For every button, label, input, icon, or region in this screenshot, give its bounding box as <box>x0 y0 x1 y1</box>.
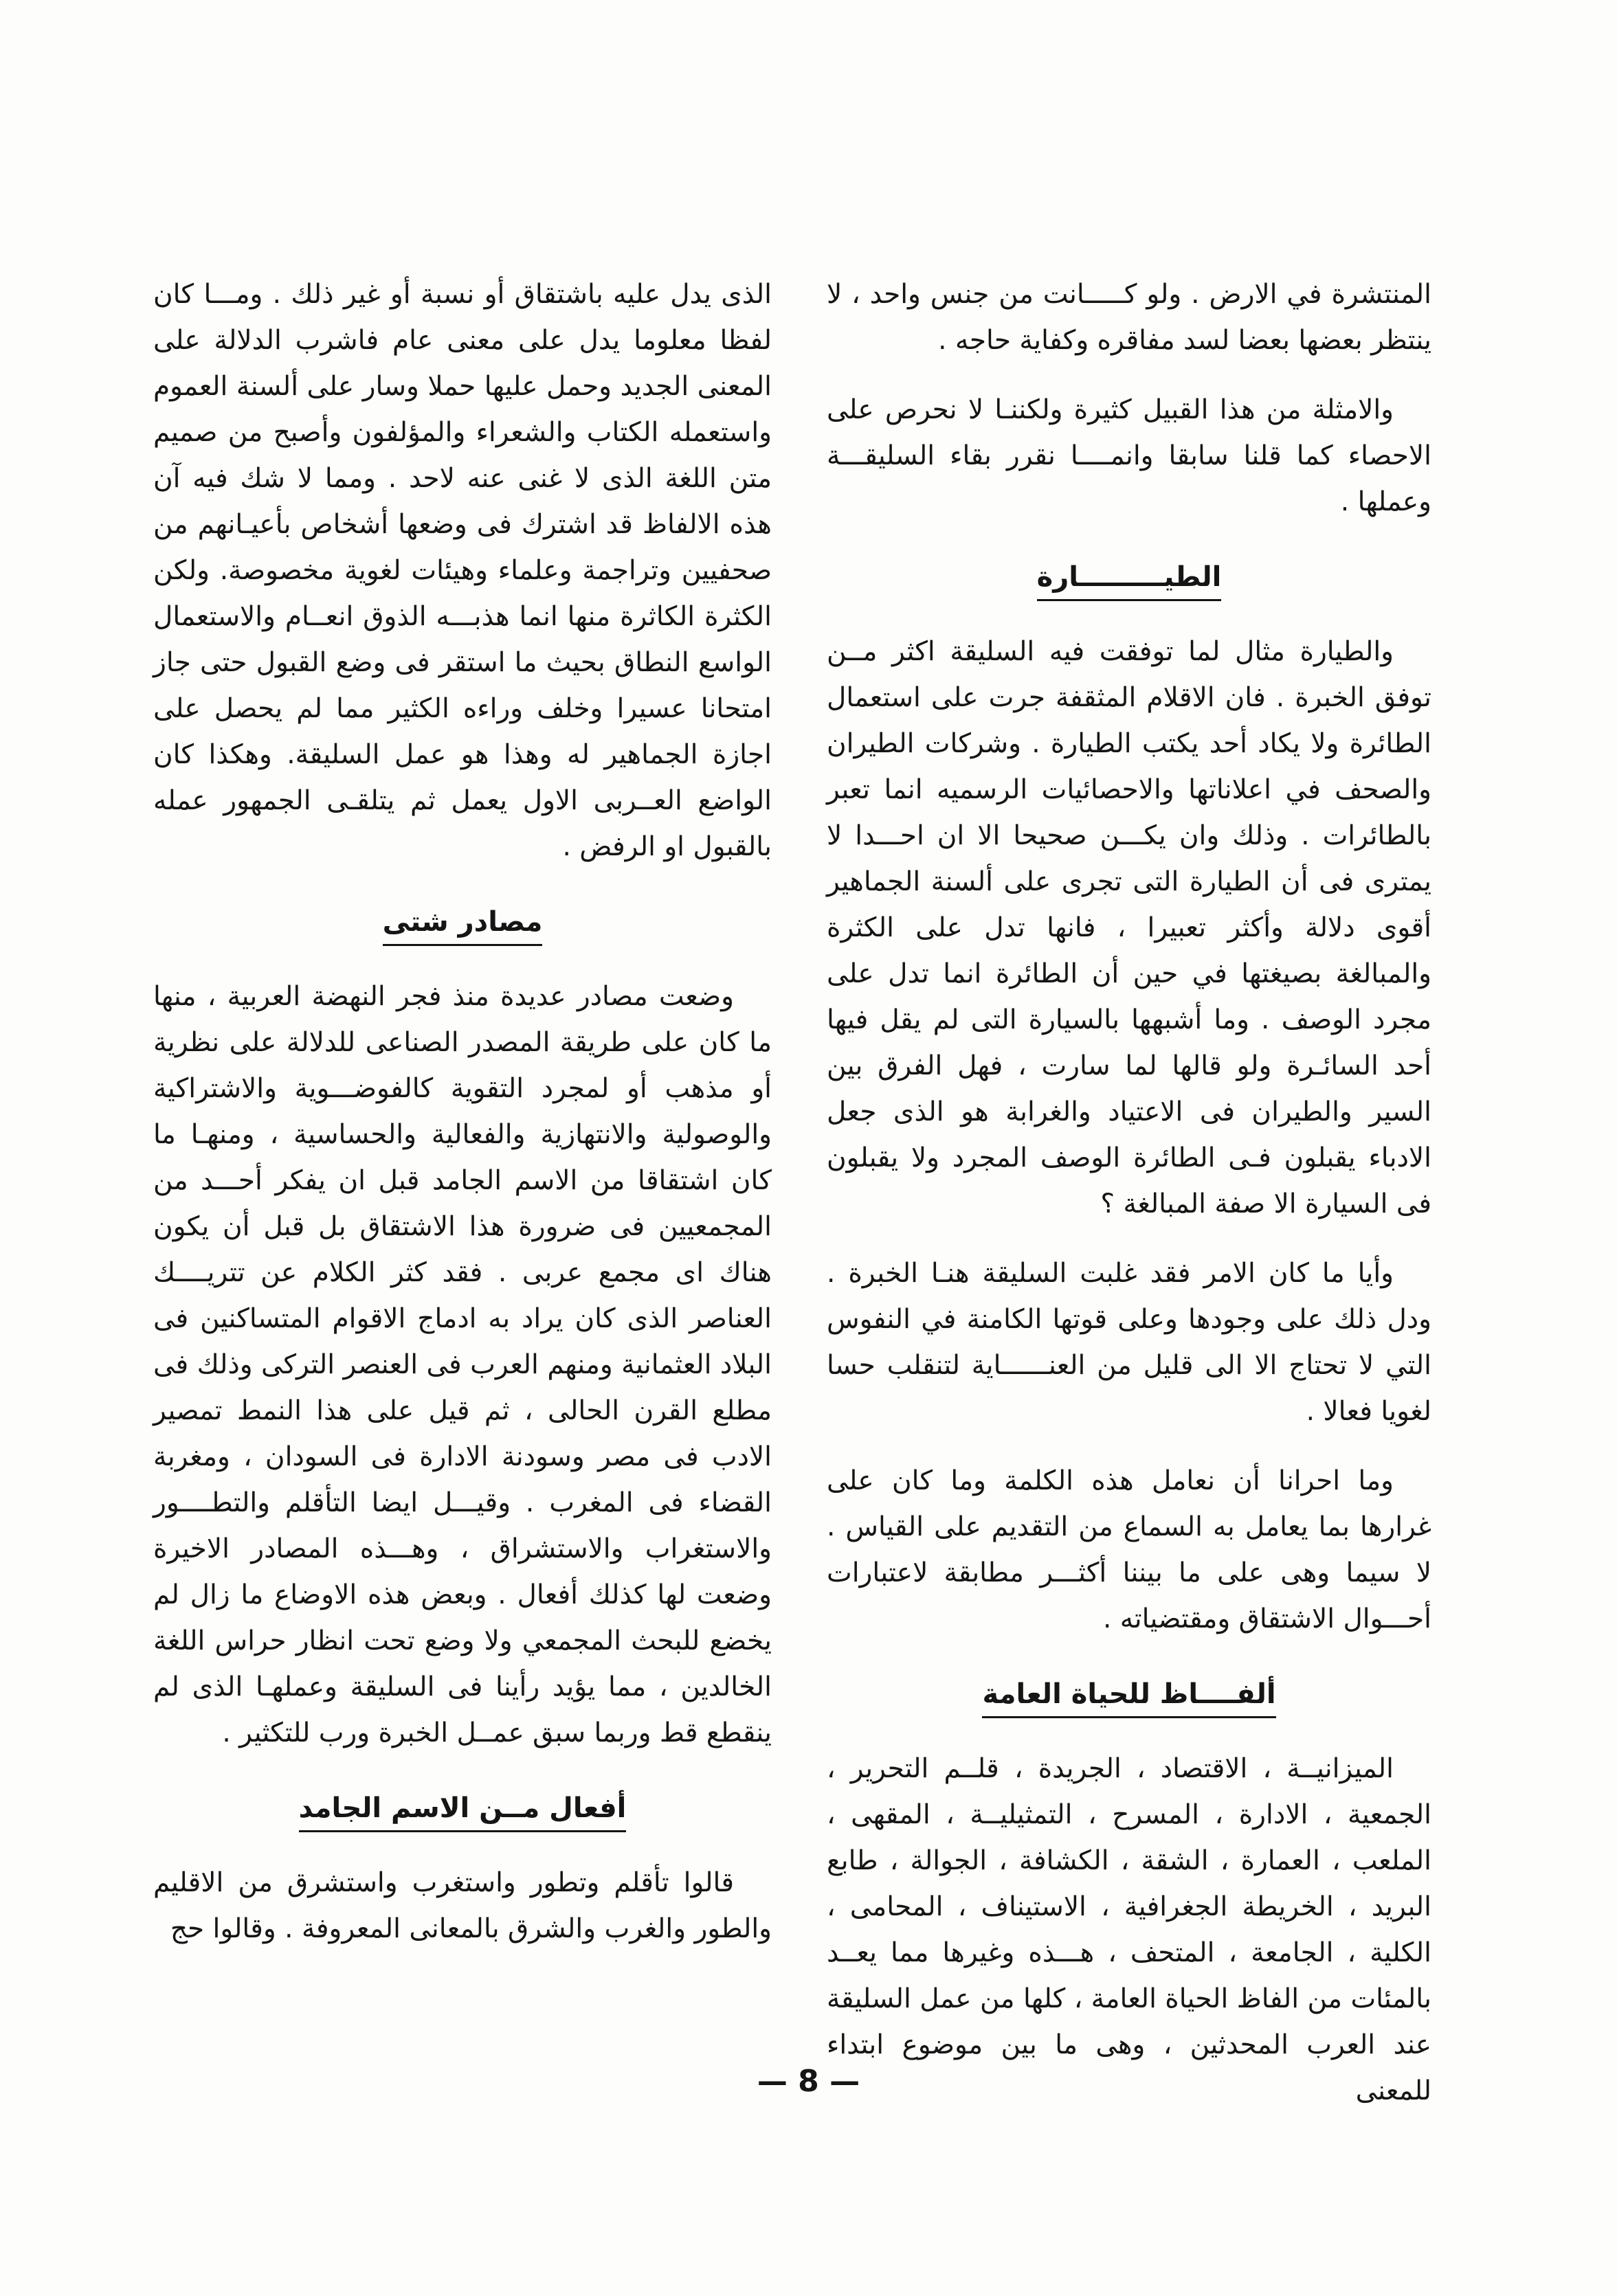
paragraph: وضعت مصادر عديدة منذ فجر النهضة العربية ، منها ما كان على طريقة المصدر الصناعى للدلالة على نظرية أو مذهب أو لمجرد التقوية كالفوضـــوية والاشتراكية والوصولية والانتهازية والفعالية والحساسية ، ومنهـا ما كان اشتقاقا من الاسم الجامد قبل ان يفكر أحـــد من المجمعيين فى ضرورة هذا الاشتقاق بل قبل أن يكون هناك اى مجمع عربى . فقد كثر الكلام عن تتريــــك العناصر الذى كان يراد به ادماج الاقوام المتساكنين فى البلاد العثمانية ومنهم العرب فى العنصر التركى وذلك فى مطلع القرن الحالى ، ثم قيل على هذا النمط تمصير الادب فى مصر وسودنة الادارة فى السودان ، ومغربة القضاء فى المغرب . وقيـــل ايضا التأقلم والتطــــور والاستغراب والاستشراق ، وهـــذه المصادر الاخيرة وضعت لها كذلك أفعال . وبعض هذه الاوضاع ما زال لم يخضع للبحث المجمعي ولا وضع تحت انظار حراس اللغة الخالدين ، مما يؤيد رأينا فى السليقة وعملهـا الذى لم ينقطع قط وربما سبق عمــل الخبرة ورب للتكثير . <box>153 981 772 1748</box>
section-heading <box>153 901 772 946</box>
section-heading <box>153 1788 772 1832</box>
paragraph: المنتشرة في الارض . ولو كـــــانت من جنس واحد ، لا ينتظر بعضها بعضا لسد مفاقره وكفاية حاجه . <box>827 279 1431 356</box>
paragraph: الذى يدل عليه باشتقاق أو نسبة أو غير ذلك . ومـــا كان لفظا معلوما يدل على معنى عام فاشرب الدلالة على المعنى الجديد وحمل عليها حملا وسار على ألسنة العموم واستعمله الكتاب والشعراء والمؤلفون وأصبح من صميم متن اللغة الذى لا غنى عنه لاحد . ومما لا شك فيه آن هذه الالفاظ قد اشترك فى وضعها أشخاص بأعيـانهم من صحفيين وتراجمة وعلماء وهيئات لغوية مخصوصة. ولكن الكثرة الكاثرة منها انما هذبـــه الذوق انعــام والاستعمال الواسع النطاق بحيث ما استقر فى وضع القبول حتى جاز امتحانا عسيرا وخلف وراءه الكثير مما لم يحصل على اجازة الجماهير له وهذا هو عمل السليقة. وهكذا كان الواضع العــربى الاول يعمل ثم يتلقـى الجمهور عمله بالقبول او الرفض . <box>153 279 772 862</box>
page-number: — 8 — <box>757 2064 860 2099</box>
paragraph: قالوا تأقلم وتطور واستغرب واستشرق من الاقليم والطور والغرب والشرق بالمعانى المعروفة . وقالوا حج <box>153 1867 772 1944</box>
left-column <box>153 271 772 1952</box>
paragraph: الميزانيــة ، الاقتصاد ، الجريدة ، قلــم التحرير ، الجمعية ، الادارة ، المسرح ، التمثيليــة ، المقهى ، الملعب ، العمارة ، الشقة ، الكشافة ، الجوالة ، طابع البريد ، الخريطة الجغرافية ، الاستيناف ، المحامى ، الكلية ، الجامعة ، المتحف ، هـــذه وغيرها مما يعــد بالمئات من الفاظ الحياة العامة ، كلها من عمل السليقة عند العرب المحدثين ، وهى ما بين موضوع ابتداء للمعنى <box>827 1753 1431 2106</box>
heading-text: أفعال مــن الاسم الجامد <box>299 1788 627 1832</box>
heading-text: الطيـــــــــارة <box>1037 556 1222 601</box>
paragraph: والامثلة من هذا القبيل كثيرة ولكننـا لا نحرص على الاحصاء كما قلنا سابقا وانمــــا نقرر بقاء السليقـــة وعملها . <box>827 394 1431 517</box>
paragraph: وما احرانا أن نعامل هذه الكلمة وما كان على غرارها بما يعامل به السماع من التقديم على القياس . لا سيما وهى على ما بيننا أكثـــر مطابقة لاعتبارات أحـــوال الاشتقاق ومقتضياته . <box>827 1465 1431 1634</box>
section-heading <box>827 556 1431 601</box>
heading-text: مصادر شتى <box>383 901 543 946</box>
heading-text: ألفــــاظ للحياة العامة <box>982 1674 1275 1718</box>
section-heading <box>827 1674 1431 1718</box>
paragraph: والطيارة مثال لما توفقت فيه السليقة اكثر مــن توفق الخبرة . فان الاقلام المثقفة جرت على استعمال الطائرة ولا يكاد أحد يكتب الطيارة . وشركات الطيران والصحف في اعلاناتها والاحصائيات الرسميه انما تعبر بالطائرات . وذلك وان يكـــن صحيحا الا ان احـــدا لا يمترى فى أن الطيارة التى تجرى على ألسنة الجماهير أقوى دلالة وأكثر تعبيرا ، فانها تدل على الكثرة والمبالغة بصيغتها في حين أن الطائرة انما تدل على مجرد الوصف . وما أشبهها بالسيارة التى لم يقل فيها أحد السائـرة ولو قالها لما سارت ، فهل الفرق بين السير والطيران فى الاعتياد والغرابة هو الذى جعل الادباء يقبلون فـى الطائرة الوصف المجرد ولا يقبلون فى السيارة الا صفة المبالغة ؟ <box>827 636 1431 1219</box>
paragraph: وأيا ما كان الامر فقد غلبت السليقة هنـا الخبرة . ودل ذلك على وجودها وعلى قوتها الكامنة في النفوس التي لا تحتاج الا الى قليل من العنــــــاية لتنقلب حسا لغويا فعالا . <box>827 1258 1431 1427</box>
right-column <box>827 271 1431 2114</box>
